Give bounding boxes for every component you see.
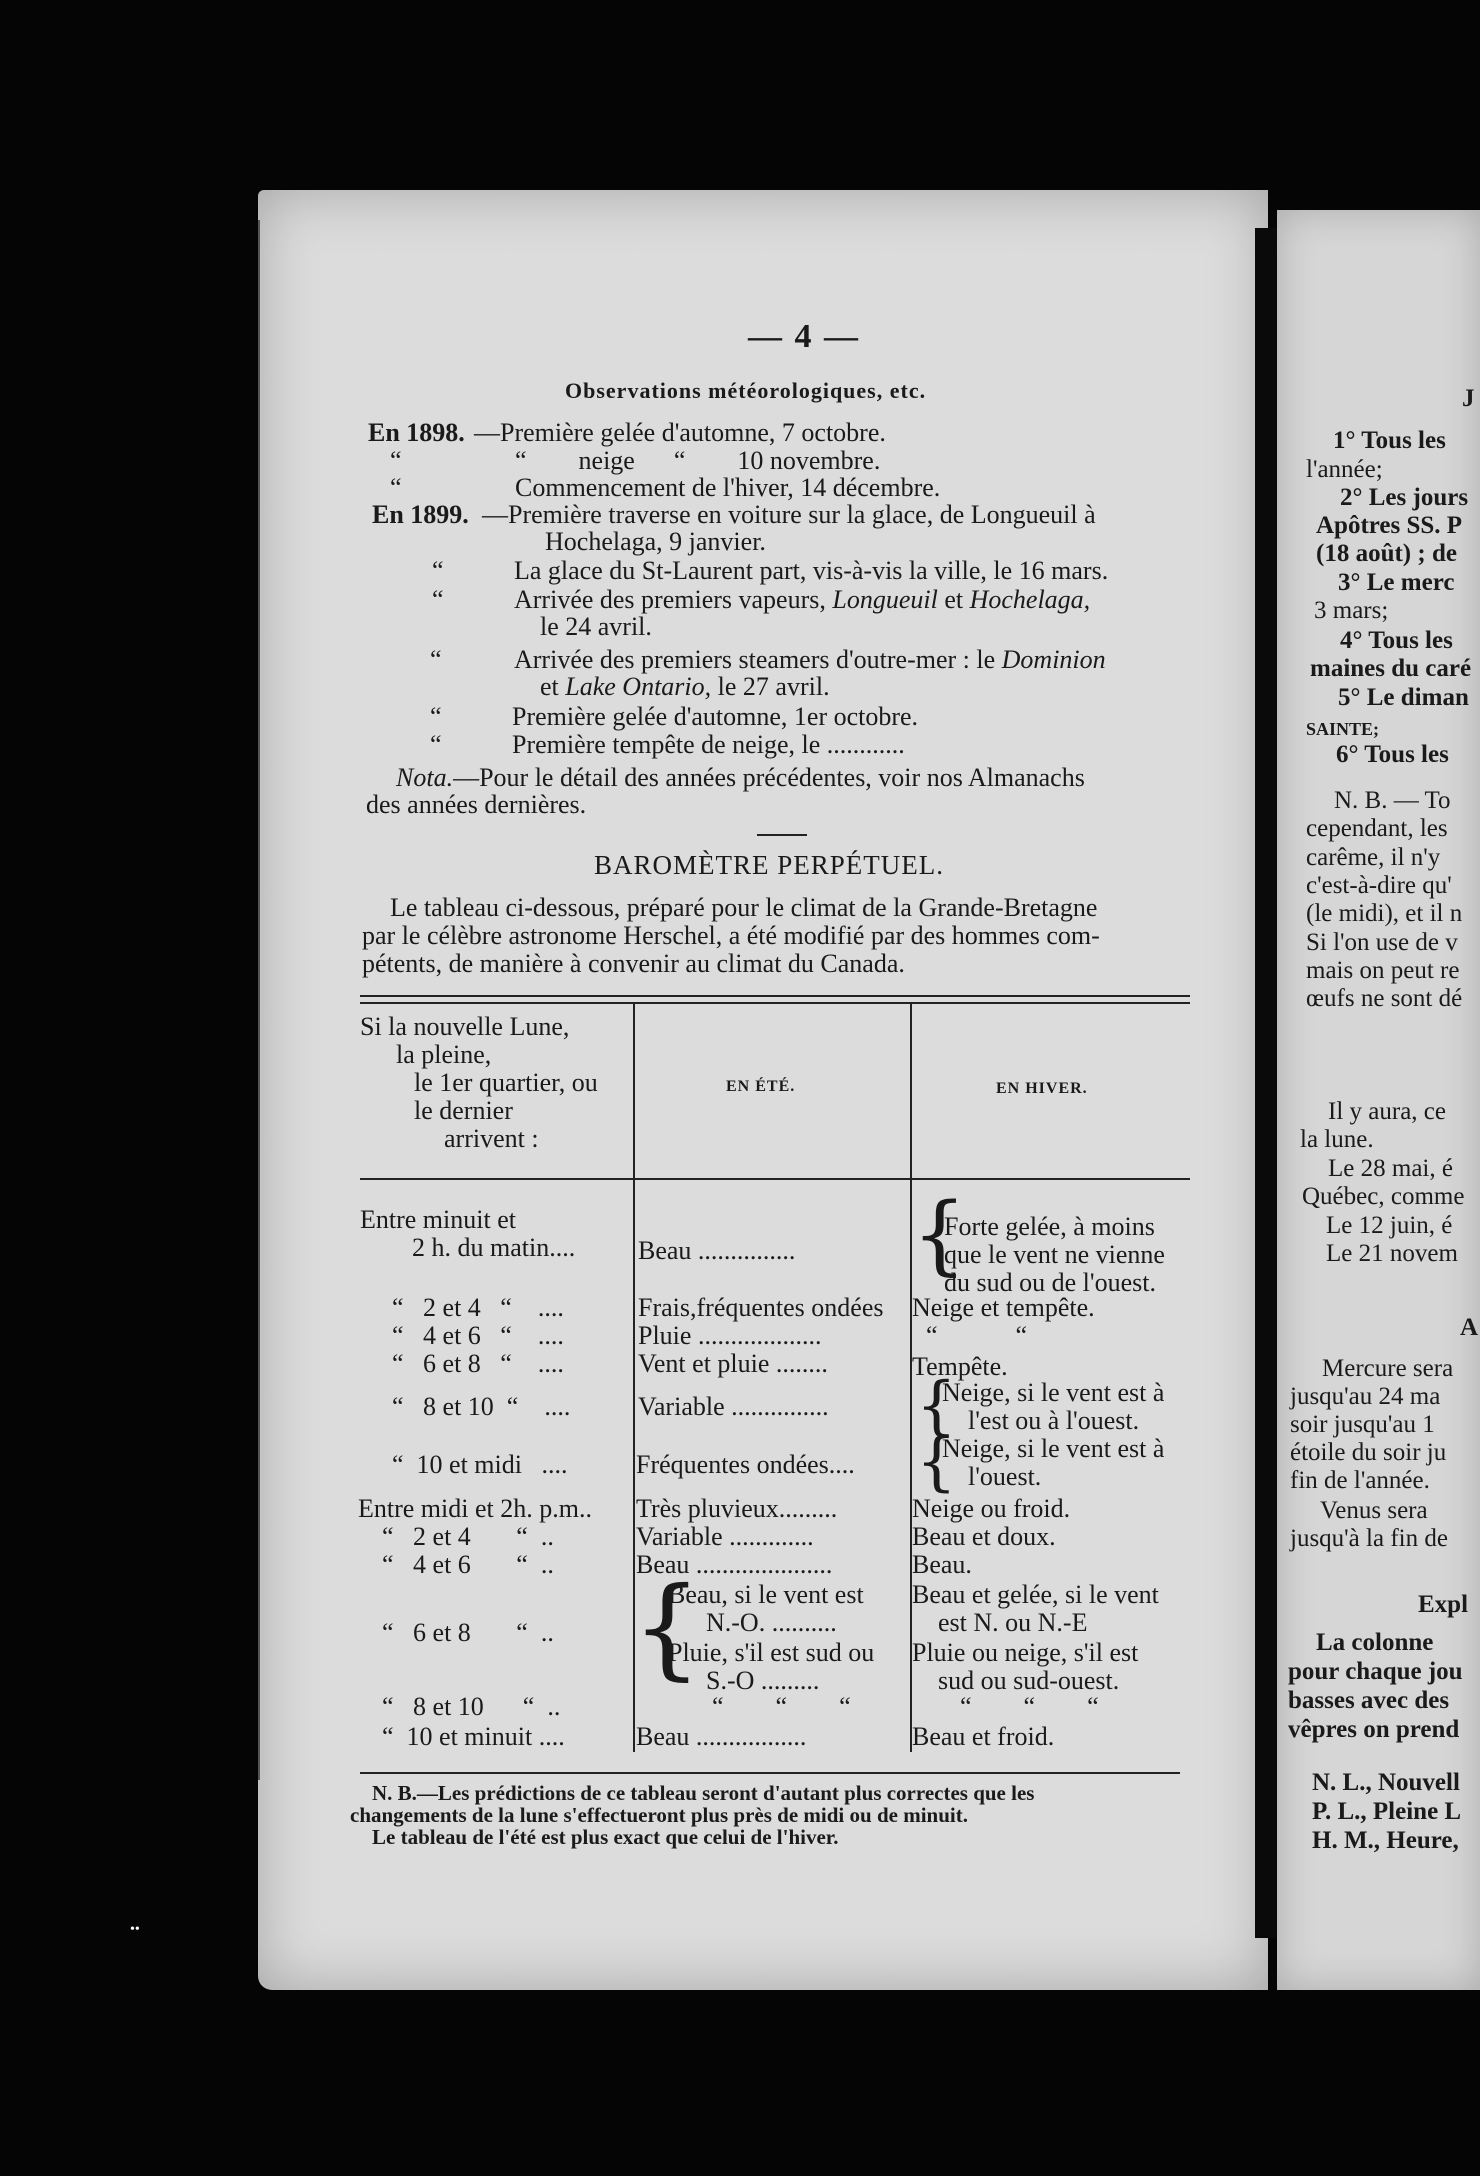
right-line: Mercure sera bbox=[1322, 1355, 1454, 1382]
header-col1-line: le dernier bbox=[414, 1096, 513, 1125]
right-line: N. L., Nouvell bbox=[1312, 1769, 1460, 1796]
barometre-title: BAROMÈTRE PERPÉTUEL. bbox=[594, 850, 945, 880]
obs-line: Première tempête de neige, le ............ bbox=[512, 730, 905, 759]
intro-line: par le célèbre astronome Herschel, a été modifié par des hommes com- bbox=[362, 921, 1100, 950]
ship-name: Lake Ontario, bbox=[565, 672, 712, 701]
row-hiver: “ “ “ bbox=[960, 1692, 1099, 1721]
row-time: “ 2 et 4 “ .... bbox=[392, 1293, 564, 1322]
right-line: SAINTE; bbox=[1306, 719, 1380, 739]
row-hiver: Beau et doux. bbox=[912, 1522, 1056, 1551]
row-ete: S.-O ......... bbox=[706, 1666, 820, 1695]
table-header-rule bbox=[360, 1178, 1190, 1180]
row-time: “ 8 et 10 “ .. bbox=[382, 1692, 561, 1721]
row-hiver: Beau et gelée, si le vent bbox=[912, 1580, 1159, 1609]
right-line: c'est-à-dire qu' bbox=[1306, 872, 1452, 899]
intro-line: pétents, de manière à convenir au climat du Canada. bbox=[362, 949, 905, 978]
row-ete: Variable ............... bbox=[638, 1392, 829, 1421]
nota-line bbox=[396, 763, 1085, 793]
row-hiver: Neige, si le vent est à bbox=[942, 1378, 1165, 1407]
right-line: la lune. bbox=[1300, 1126, 1374, 1153]
right-line: jusqu'à la fin de bbox=[1290, 1525, 1448, 1552]
row-hiver: Neige et tempête. bbox=[912, 1293, 1095, 1322]
table-top-rule bbox=[360, 1002, 1190, 1004]
header-col1-line: la pleine, bbox=[396, 1040, 492, 1069]
row-ete: N.-O. .......... bbox=[706, 1608, 837, 1637]
table-bottom-rule bbox=[360, 1772, 1180, 1774]
right-line: (18 août) ; de bbox=[1316, 540, 1457, 567]
obs-text: Arrivée des premiers steamers d'outre-mer : le bbox=[514, 645, 1002, 674]
section-divider bbox=[757, 834, 807, 836]
row-hiver: Tempête. bbox=[912, 1352, 1008, 1381]
right-line: Si l'on use de v bbox=[1306, 929, 1458, 956]
right-line: l'année; bbox=[1306, 456, 1383, 483]
row-hiver: “ “ bbox=[926, 1321, 1028, 1350]
right-line: jusqu'au 24 ma bbox=[1290, 1383, 1441, 1410]
right-line: H. M., Heure, bbox=[1312, 1827, 1459, 1854]
ditto-mark: “ bbox=[390, 446, 402, 475]
ship-name: Hochelaga, bbox=[969, 585, 1091, 614]
observations-title: Observations météorologiques, etc. bbox=[565, 378, 927, 403]
obs-line: Première gelée d'automne, 1er octobre. bbox=[512, 702, 919, 731]
obs-text: Arrivée des premiers vapeurs, bbox=[514, 585, 833, 614]
obs-line bbox=[540, 672, 830, 702]
obs-line: —Première gelée d'automne, 7 octobre. bbox=[474, 418, 886, 447]
header-col1-line: arrivent : bbox=[444, 1124, 539, 1153]
right-line: fin de l'année. bbox=[1290, 1467, 1430, 1494]
row-time: “ 2 et 4 “ .. bbox=[382, 1522, 554, 1551]
brace: { bbox=[632, 1563, 702, 1691]
row-hiver: que le vent ne vienne bbox=[944, 1240, 1165, 1269]
obs-line: Commencement de l'hiver, 14 décembre. bbox=[515, 473, 941, 502]
nb-line: N. B.—Les prédictions de ce tableau seront d'autant plus correctes que les bbox=[372, 1781, 1035, 1805]
obs-text: et bbox=[540, 672, 566, 701]
obs-line: Hochelaga, 9 janvier. bbox=[545, 527, 766, 556]
obs-line bbox=[514, 645, 1106, 675]
row-time: Entre midi et 2h. p.m.. bbox=[358, 1494, 592, 1523]
right-line: 2° Les jours bbox=[1340, 484, 1469, 511]
row-time: “ 4 et 6 “ .... bbox=[392, 1321, 564, 1350]
right-line: basses avec des bbox=[1288, 1687, 1450, 1714]
row-ete: Pluie, s'il est sud ou bbox=[668, 1638, 875, 1667]
ship-name: Longueuil bbox=[832, 585, 938, 614]
right-line: Le 12 juin, é bbox=[1326, 1212, 1453, 1239]
right-line: 3° Le merc bbox=[1338, 569, 1455, 596]
ditto-mark: “ bbox=[432, 585, 444, 614]
right-line: 3 mars; bbox=[1314, 597, 1389, 624]
nota-text: —Pour le détail des années précédentes, voir nos Almanachs bbox=[453, 763, 1085, 792]
ditto-mark: “ bbox=[390, 473, 402, 502]
ditto-mark: “ bbox=[430, 645, 442, 674]
right-line: mais on peut re bbox=[1306, 957, 1460, 984]
right-line: La colonne bbox=[1316, 1629, 1434, 1656]
right-line: Apôtres SS. P bbox=[1316, 512, 1463, 539]
right-line: œufs ne sont dé bbox=[1306, 985, 1463, 1012]
obs-line: “ neige “ 10 novembre. bbox=[515, 446, 881, 475]
row-time: “ 10 et midi .... bbox=[392, 1450, 568, 1479]
row-hiver: Forte gelée, à moins bbox=[944, 1212, 1155, 1241]
row-hiver: Neige, si le vent est à bbox=[942, 1434, 1165, 1463]
right-line: Le 21 novem bbox=[1326, 1240, 1458, 1267]
obs-line: le 24 avril. bbox=[540, 612, 652, 641]
row-ete: Fréquentes ondées.... bbox=[636, 1450, 855, 1479]
year-1899: En 1899. bbox=[372, 500, 469, 529]
right-line: A bbox=[1460, 1314, 1479, 1341]
row-time: “ 8 et 10 “ .... bbox=[392, 1392, 571, 1421]
row-hiver: Beau et froid. bbox=[912, 1722, 1055, 1751]
right-line: N. B. — To bbox=[1334, 787, 1451, 814]
right-line: 5° Le diman bbox=[1338, 684, 1469, 711]
obs-line: —Première traverse en voiture sur la glace, de Longueuil à bbox=[482, 500, 1096, 529]
row-ete: Vent et pluie ........ bbox=[638, 1349, 828, 1378]
nb-line: Le tableau de l'été est plus exact que celui de l'hiver. bbox=[372, 1825, 839, 1849]
intro-line: Le tableau ci-dessous, préparé pour le climat de la Grande-Bretagne bbox=[390, 893, 1098, 922]
nota-label: Nota. bbox=[396, 763, 454, 792]
row-hiver: Neige ou froid. bbox=[912, 1494, 1071, 1523]
right-line: Québec, comme bbox=[1302, 1183, 1465, 1210]
right-line: 6° Tous les bbox=[1336, 741, 1449, 768]
row-ete: “ “ “ bbox=[712, 1692, 851, 1721]
row-time: Entre minuit et bbox=[360, 1205, 516, 1234]
header-en-ete: EN ÉTÉ. bbox=[726, 1078, 796, 1095]
row-ete: Beau ............... bbox=[638, 1236, 796, 1265]
right-line: cependant, les bbox=[1306, 815, 1448, 842]
page-number: — 4 — bbox=[748, 318, 860, 355]
table-top-rule bbox=[360, 995, 1190, 997]
right-line: (le midi), et il n bbox=[1306, 900, 1463, 927]
ditto-mark: “ bbox=[432, 556, 444, 585]
ditto-mark: “ bbox=[430, 702, 442, 731]
row-hiver: sud ou sud-ouest. bbox=[938, 1666, 1120, 1695]
row-ete: Beau ................. bbox=[636, 1722, 807, 1751]
right-line: Venus sera bbox=[1320, 1497, 1428, 1524]
header-en-hiver: EN HIVER. bbox=[996, 1080, 1088, 1097]
right-line: étoile du soir ju bbox=[1290, 1439, 1447, 1466]
ditto-mark: “ bbox=[430, 730, 442, 759]
obs-text: le 27 avril. bbox=[711, 672, 830, 701]
right-line: Expl bbox=[1418, 1591, 1469, 1618]
row-time: 2 h. du matin.... bbox=[412, 1233, 576, 1262]
year-1898: En 1898. bbox=[368, 418, 465, 447]
header-col1-line: Si la nouvelle Lune, bbox=[360, 1012, 570, 1041]
right-line: P. L., Pleine L bbox=[1312, 1798, 1462, 1825]
brace: { bbox=[912, 1185, 967, 1285]
row-ete: Pluie ................... bbox=[638, 1321, 822, 1350]
row-ete: Frais,fréquentes ondées bbox=[638, 1293, 884, 1322]
nota-line-2: des années dernières. bbox=[366, 790, 587, 819]
row-hiver: du sud ou de l'ouest. bbox=[944, 1268, 1156, 1297]
page-edge-rule bbox=[258, 220, 260, 1780]
row-time: “ 10 et minuit .... bbox=[382, 1722, 565, 1751]
book-spine bbox=[1255, 228, 1277, 1938]
row-hiver: est N. ou N.-E bbox=[938, 1608, 1088, 1637]
scan-speck: •• bbox=[130, 1922, 140, 1937]
brace: { bbox=[916, 1369, 957, 1443]
right-line: carême, il n'y bbox=[1306, 844, 1441, 871]
right-line: 1° Tous les bbox=[1333, 427, 1446, 454]
header-col1-line: le 1er quartier, ou bbox=[414, 1068, 598, 1097]
row-time: “ 6 et 8 “ .... bbox=[392, 1349, 564, 1378]
right-line: J bbox=[1462, 385, 1475, 412]
right-line: maines du caré bbox=[1310, 655, 1472, 682]
ship-name: Dominion bbox=[1001, 645, 1106, 674]
obs-line bbox=[514, 585, 1090, 615]
row-ete: Beau, si le vent est bbox=[668, 1580, 864, 1609]
right-line: Il y aura, ce bbox=[1328, 1098, 1446, 1125]
row-hiver: l'est ou à l'ouest. bbox=[968, 1406, 1140, 1435]
row-hiver: Beau. bbox=[912, 1550, 972, 1579]
row-ete: Très pluvieux......... bbox=[636, 1494, 838, 1523]
row-hiver: Pluie ou neige, s'il est bbox=[912, 1638, 1139, 1667]
row-ete: Beau ..................... bbox=[636, 1550, 833, 1579]
row-hiver: l'ouest. bbox=[968, 1462, 1042, 1491]
right-line: 4° Tous les bbox=[1340, 627, 1453, 654]
row-ete: Variable ............. bbox=[636, 1522, 814, 1551]
right-line: pour chaque jou bbox=[1288, 1658, 1463, 1685]
row-time: “ 4 et 6 “ .. bbox=[382, 1550, 554, 1579]
right-line: Le 28 mai, é bbox=[1328, 1155, 1453, 1182]
right-line: soir jusqu'au 1 bbox=[1290, 1411, 1435, 1438]
right-line: vêpres on prend bbox=[1288, 1716, 1460, 1743]
brace: { bbox=[916, 1425, 957, 1499]
obs-text: et bbox=[937, 585, 970, 614]
nb-line: changements de la lune s'effectueront plus près de midi ou de minuit. bbox=[350, 1803, 968, 1827]
obs-line: La glace du St-Laurent part, vis-à-vis la ville, le 16 mars. bbox=[514, 556, 1109, 585]
row-time: “ 6 et 8 “ .. bbox=[382, 1618, 554, 1647]
